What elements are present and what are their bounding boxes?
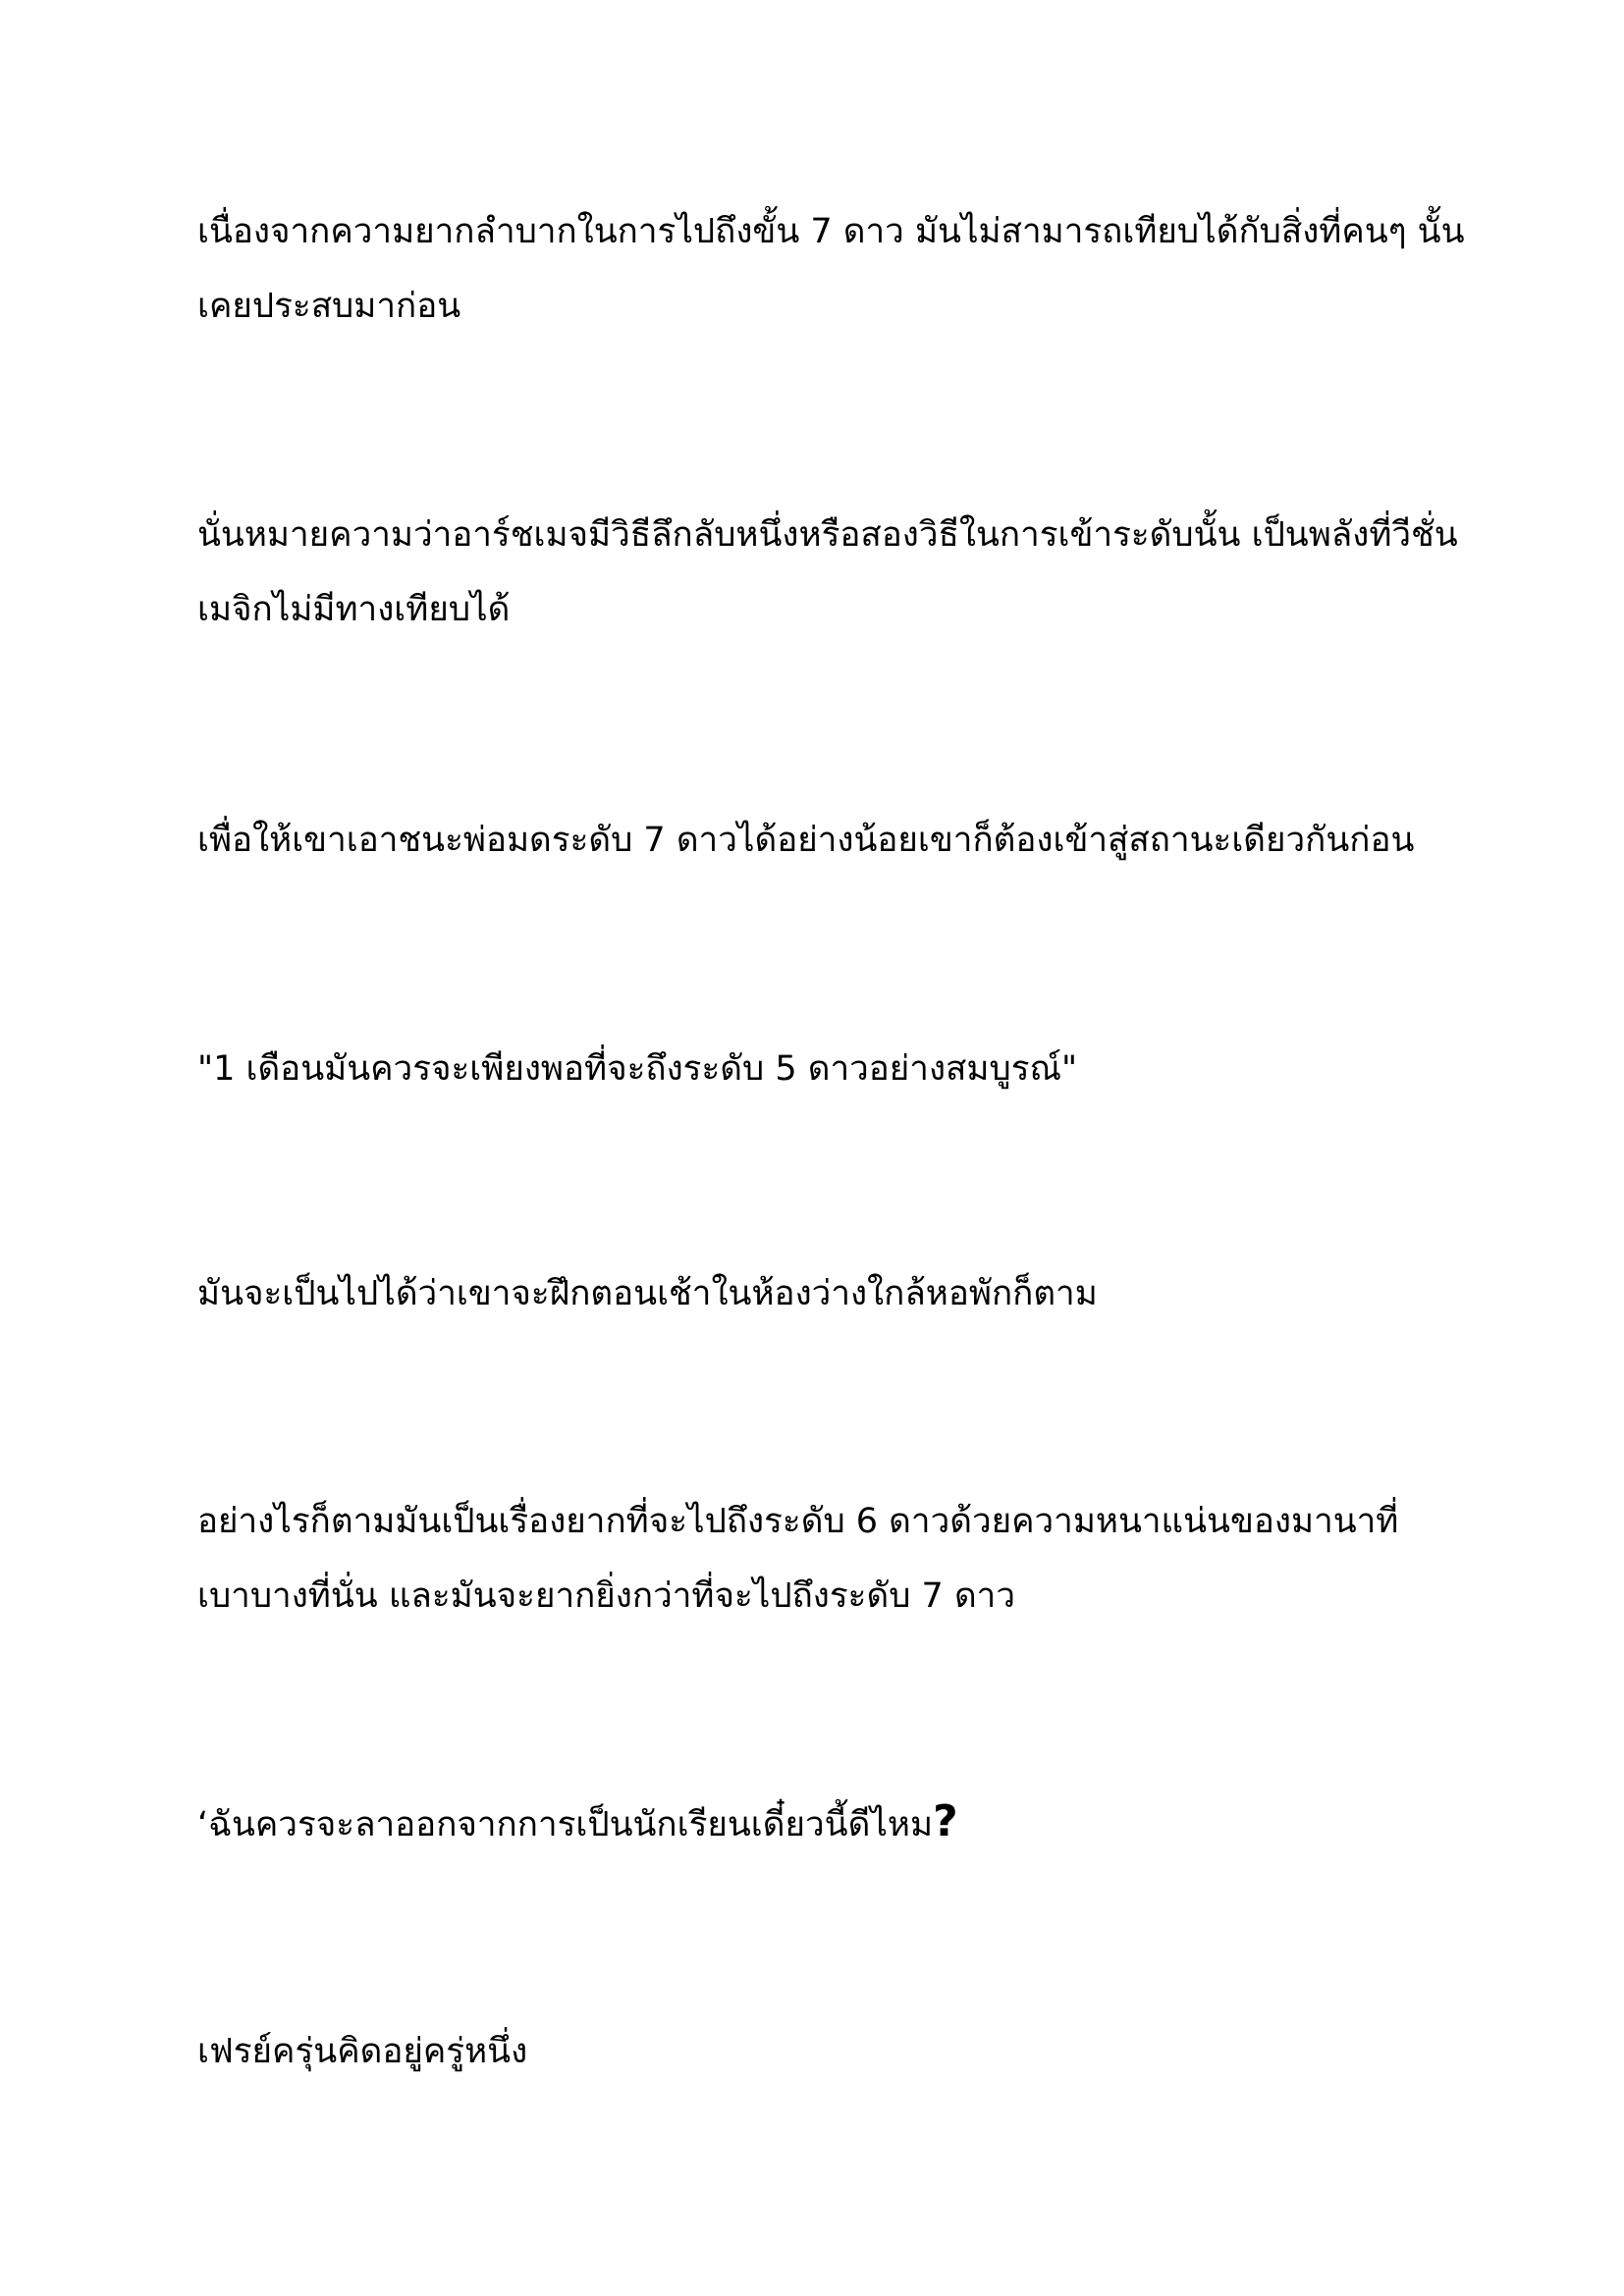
paragraph-5: มันจะเป็นไปได้ว่าเขาจะฝึกตอนเช้าในห้องว่างใกล้หอพักก็ตาม: [197, 1274, 1098, 1313]
paragraph-2: นั่นหมายความว่าอาร์ชเมจมีวิธีลึกลับหนึ่งหรือสองวิธีในการเข้าระดับนั้น เป็นพลังที่วีชั่นเมจิกไม่มีทางเทียบได้: [197, 515, 1458, 629]
paragraph-7: [197, 1785, 1484, 1862]
paragraph-6: อย่างไรก็ตามมันเป็นเรื่องยากที่จะไปถึงระดับ 6 ดาวด้วยความหนาแน่นของมานาที่เบาบางที่นั่น และมันจะยากยิ่งกว่าที่จะไปถึงระดับ 7 ดาว: [197, 1502, 1399, 1616]
question-mark: ?: [933, 1796, 958, 1846]
paragraph-4: "1 เดือนมันควรจะเพียงพอที่จะถึงระดับ 5 ดาวอย่างสมบูรณ์": [197, 1049, 1078, 1089]
paragraph-3: เพื่อให้เขาเอาชนะพ่อมดระดับ 7 ดาวได้อย่างน้อยเขาก็ต้องเข้าสู่สถานะเดียวกันก่อน: [197, 821, 1415, 860]
paragraph-7-text: ‘ฉันควรจะลาออกจากการเป็นนักเรียนเดี๋ยวนี้ดีไหม: [197, 1805, 934, 1844]
paragraph-1: เนื่องจากความยากลำบากในการไปถึงขั้น 7 ดาว มันไม่สามารถเทียบได้กับสิ่งที่คนๆ นั้นเคยประสบมาก่อน: [197, 212, 1465, 326]
paragraph-8: เฟรย์ครุ่นคิดอยู่ครู่หนึ่ง: [197, 2032, 528, 2071]
